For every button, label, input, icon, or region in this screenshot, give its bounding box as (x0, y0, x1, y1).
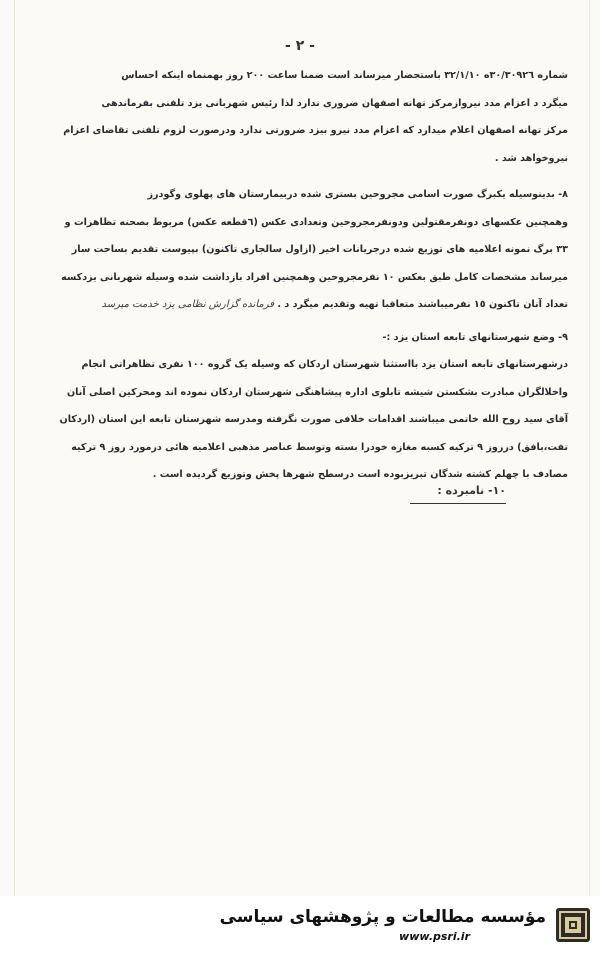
page-number: - ٢ - (285, 38, 315, 54)
text-line: واخلالگران مبادرت بشکستن شیشه تابلوی اداره پیشاهنگی شهرستان اردکان نموده اند ومحرکین اصلی آنان (66, 386, 568, 398)
text-line: ٨- بدینوسیله یکبرگ صورت اسامی مجروحین بستری شده دربیمارستان های پهلوی وگودرز (147, 189, 568, 200)
text-line (38, 291, 568, 319)
text-line: شماره ٣٠/٣٠٩٢٦ه ٣٢/١/١٠ باستحضار میرساند است ضمنا ساعت ٢٠٠ روز بهمنماه اینکه احساس (121, 70, 568, 81)
text-line: میرساند مشخصات کامل طبق بعکس ١٠ نفرمجروحین وهمچنین افراد بازداشت شده وسیله شهربانی یزدکسه (61, 271, 568, 283)
institute-name: مؤسسه مطالعات و پژوهشهای سیاسی (219, 907, 546, 927)
text-line: میگرد د اعزام مدد نیروازمرکز تهانه اصفهان ضروری ندارد لذا رئیس شهربانی یزد تلفنی بفرماندهی (101, 97, 568, 109)
document-body (38, 62, 568, 494)
text-line: درشهرستانهای تابعه استان یزد بااستثنا شهرستان اردکان که وسیله یک گروه ١٠٠ نفری تظاهراتی انجام (81, 359, 568, 370)
section-heading: ٩- وضع شهرستانهای تابعه استان یزد :- (382, 331, 568, 343)
footer-bar (0, 896, 600, 960)
psri-logo-icon (556, 908, 590, 942)
institute-url[interactable]: www.psri.ir (399, 930, 470, 943)
text-line: تفت،بافق) درروز ٩ ترکیه کسبه مغازه خودرا بسته وتوسط عناصر مذهبی اعلامیه هائی درمورد روز ٩ ترکیه (71, 441, 568, 453)
text-line: مرکز تهانه اصفهان اعلام میدارد که اعزام مدد نیرو بیزد ضرورتی ندارد ودرصورت لزوم تلفنی تقاضای اعزام (63, 125, 568, 136)
text-line: نیروخواهد شد . (494, 152, 568, 164)
paragraph-7 (38, 62, 568, 172)
handwritten-note: فرمانده گزارش نظامی یزد خدمت میرسد (101, 299, 275, 310)
paragraph-9 (38, 324, 568, 489)
paragraph-8 (38, 181, 568, 319)
text-line: وهمچنین عکسهای دونفرمقتولین ودونفرمجروحین وتعدادی عکس (٦قطعه عکس) مربوط بصحنه تظاهرات و (64, 216, 568, 228)
text-line-segment: تعداد آنان تاکنون ١٥ نفرمیباشند متعاقبا تهیه وتقدیم میگرد د . (277, 299, 568, 310)
text-line: مصادف با چهلم کشته شدگان تبریزبوده است درسطح شهرها پخش وتوزیع گردیده است . (152, 469, 568, 480)
text-line: آقای سید روح الله خاتمی میباشند اقدامات خلافی صورت نگرفته ومدرسه شهرستان تابعه این استان (اردکان (59, 414, 568, 425)
text-line: ٣٣ برگ نمونه اعلامیه های توزیع شده درجریانات اخیر (ازاول سالجاری تاکنون) بپیوست تقدیم بساحت سار (71, 244, 568, 255)
signature-line: ١٠- نامبرده : (410, 484, 506, 504)
